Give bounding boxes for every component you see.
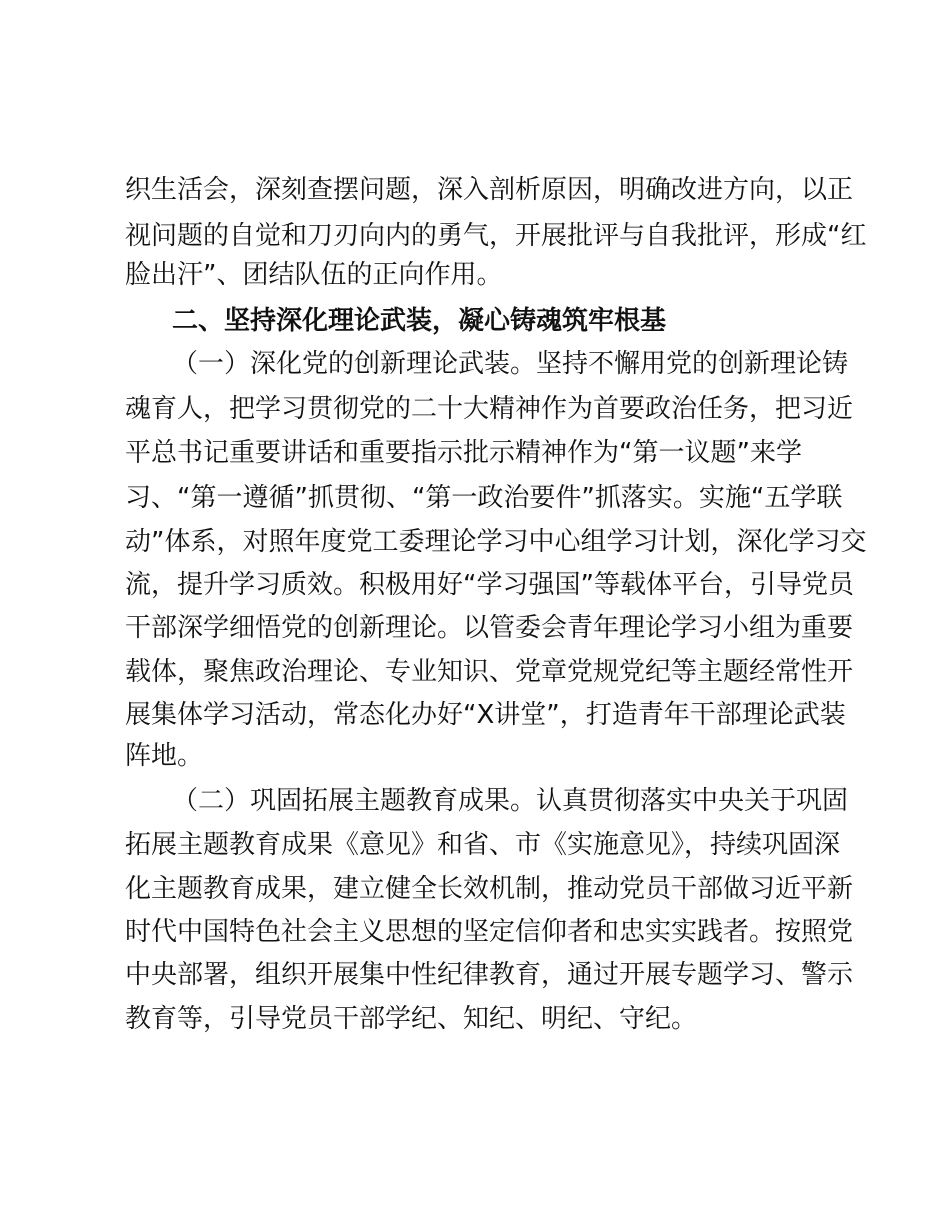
text-line: 载体，聚焦政治理论、专业知识、党章党规党纪等主题经常性开 <box>125 657 854 687</box>
text-line: 展集体学习活动，常态化办好“X讲堂”，打造青年干部理论武装 <box>125 700 846 730</box>
text-line: 平总书记重要讲话和重要指示批示精神作为“第一议题”来学 <box>125 438 802 468</box>
section-heading: 二、坚持深化理论武装，凝心铸魂筑牢根基 <box>172 306 667 336</box>
text-line: 魂育人，把学习贯彻党的二十大精神作为首要政治任务，把习近 <box>125 394 854 424</box>
text-line: （二）巩固拓展主题教育成果。认真贯彻落实中央关于巩固 <box>172 786 849 816</box>
text-line: 织生活会，深刻查摆问题，深入剖析原因，明确改进方向，以正 <box>125 175 854 205</box>
text-line: 脸出汗”、团结队伍的正向作用。 <box>125 260 503 290</box>
text-line: 阵地。 <box>125 741 204 771</box>
text-line: 中央部署，组织开展集中性纪律教育，通过开展专题学习、警示 <box>125 960 854 990</box>
text-line: 时代中国特色社会主义思想的坚定信仰者和忠实实践者。按照党 <box>125 917 854 947</box>
text-line: 化主题教育成果，建立健全长效机制，推动党员干部做习近平新 <box>125 874 854 904</box>
text-line: 动”体系，对照年度党工委理论学习中心组学习计划，深化学习交 <box>125 527 867 557</box>
text-line: 教育等，引导党员干部学纪、知纪、明纪、守纪。 <box>125 1004 698 1034</box>
text-line: （一）深化党的创新理论武装。坚持不懈用党的创新理论铸 <box>172 349 849 379</box>
text-line: 视问题的自觉和刀刃向内的勇气，开展批评与自我批评，形成“红 <box>125 221 867 251</box>
text-line: 流，提升学习质效。积极用好“学习强国”等载体平台，引导党员 <box>125 570 854 600</box>
text-line: 拓展主题教育成果《意见》和省、市《实施意见》，持续巩固深 <box>125 830 841 860</box>
text-line: 干部深学细悟党的创新理论。以管委会青年理论学习小组为重要 <box>125 613 854 643</box>
text-line: 习、“第一遵循”抓贯彻、“第一政治要件”抓落实。实施“五学联 <box>125 483 843 513</box>
